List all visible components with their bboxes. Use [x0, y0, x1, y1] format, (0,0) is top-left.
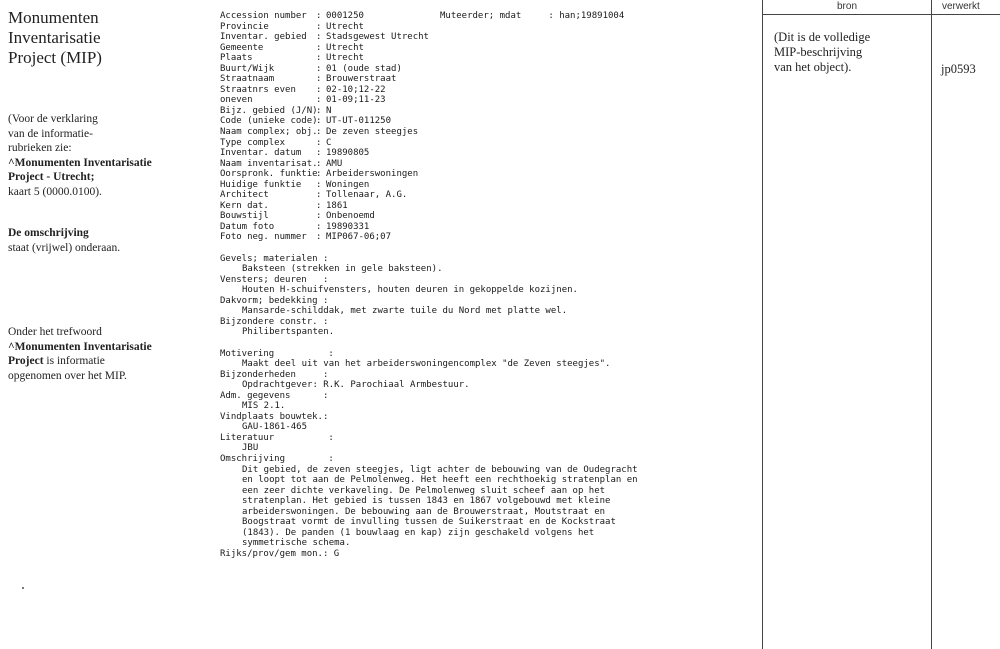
field-key: Inventar. datum — [220, 148, 302, 159]
field-value: Utrecht — [326, 21, 364, 32]
section-heading: Vensters; deuren : — [220, 274, 329, 285]
verwerkt-code: jp0593 — [941, 62, 976, 76]
field-value: C — [326, 137, 332, 148]
field-key: Type complex — [220, 137, 286, 148]
section-text: Maakt deel uit van het arbeiderswoningencomplex "de Zeven steegjes". — [242, 359, 611, 370]
field-key: Straatnaam — [220, 74, 275, 85]
section-text: Baksteen (strekken in gele baksteen). — [242, 264, 443, 275]
section-heading: Literatuur : — [220, 432, 334, 443]
record-fields — [220, 11, 760, 243]
section-text: MIS 2.1. — [242, 401, 286, 412]
field-key: Huidige funktie — [220, 179, 302, 190]
field-row: Code (unieke code): UT-UT-011250 — [220, 116, 392, 127]
note3-link-1[interactable]: ^Monumenten Inventarisatie — [8, 340, 152, 353]
note1-tail: kaart 5 (0000.0100). — [8, 185, 102, 198]
field-key: Datum foto — [220, 221, 275, 232]
note3-link-2[interactable]: Project — [8, 355, 44, 367]
note1-link-line-1[interactable]: ^Monumenten Inventarisatie — [8, 156, 152, 169]
section-heading: Motivering : — [220, 348, 334, 359]
section-heading: Adm. gegevens : — [220, 390, 329, 401]
field-row: Bijz. gebied (J/N): N — [220, 105, 332, 116]
field-row: Bouwstijl : Onbenoemd — [220, 211, 375, 222]
note1-link-line-2[interactable]: Project - Utrecht; — [8, 171, 95, 183]
section-text: Houten H-schuifvensters, houten deuren in gekoppelde kozijnen. — [242, 285, 578, 296]
note2-bold: De omschrijving — [8, 227, 89, 239]
bron-line-1: (Dit is de volledige — [774, 30, 871, 44]
muteerder-field: Muteerder; mdat : han;19891004 — [440, 11, 625, 21]
section-text: Philibertspanten. — [242, 327, 335, 338]
field-row: Kern dat. : 1861 — [220, 200, 348, 211]
field-value: 01-09;11-23 — [326, 95, 386, 106]
field-key: Buurt/Wijk — [220, 63, 275, 74]
field-row: Inventar. datum : 19890805 — [220, 148, 370, 159]
field-row: oneven : 01-09;11-23 — [220, 95, 386, 106]
left-title-line-2: Inventarisatie — [8, 28, 101, 47]
section-text: Opdrachtgever: R.K. Parochiaal Armbestuur. — [242, 380, 470, 391]
field-value: Arbeiderswoningen — [326, 169, 419, 180]
field-value: 02-10;12-22 — [326, 84, 386, 95]
field-row: Straatnrs even : 02-10;12-22 — [220, 84, 386, 95]
section-text: Dit gebied, de zeven steegjes, ligt achter de bebouwing van de Oudegracht en loopt tot aan de Pelmolenweg. Het heeft een rechthoekig stratenplan en een zeer dichte verkaveling. De Pelmolenweg sluit scheef aan op het stratenplan. Het gebied is tussen 1843 en 1867 volgebouwd met kleine arbeiderswoningen. De bebouwing aan de Brouwerstraat, Moutstraat en Boogstraat vormt de invulling tussen de Suikerstraat en de Kockstraat (1843). De panden (1 bouwlaag en kap) zijn geschakeld volgens het symmetrische schema. — [242, 464, 638, 549]
field-value: UT-UT-011250 — [326, 116, 392, 127]
left-column — [8, 8, 178, 68]
field-value: De zeven steegjes — [326, 127, 419, 138]
field-value: Tollenaar, A.G. — [326, 190, 408, 201]
note1-line-3: rubrieken zie: — [8, 142, 72, 154]
field-row: Accession number : 0001250 — [220, 11, 364, 21]
right-header — [763, 0, 1000, 15]
section-text: JBU — [242, 443, 259, 454]
section-heading: Bijzondere constr. : — [220, 316, 329, 327]
field-row: Provincie : Utrecht — [220, 21, 364, 32]
field-row: Datum foto : 19890331 — [220, 221, 370, 232]
record-footer: Rijks/prov/gem mon.: G — [220, 548, 340, 559]
note-omschrijving — [8, 226, 178, 255]
field-key: Straatnrs even — [220, 84, 296, 95]
field-key: Bouwstijl — [220, 211, 269, 222]
field-value: Utrecht — [326, 42, 364, 53]
field-row: Architect : Tollenaar, A.G. — [220, 190, 408, 201]
field-value: Brouwerstraat — [326, 74, 397, 85]
field-row: Naam inventarisat.: AMU — [220, 158, 343, 169]
note1-line-2: van de informatie- — [8, 127, 93, 140]
field-value: 19890331 — [326, 221, 370, 232]
field-key: Inventar. gebied — [220, 32, 307, 43]
bron-text — [774, 30, 924, 75]
section-heading: Vindplaats bouwtek.: — [220, 411, 329, 422]
field-key: oneven — [220, 95, 253, 106]
field-key: Foto neg. nummer — [220, 232, 307, 243]
section-heading: Bijzonderheden : — [220, 369, 329, 380]
field-key: Bijz. gebied (J/N) — [220, 105, 318, 116]
field-value: 1861 — [326, 200, 348, 211]
field-key: Gemeente — [220, 42, 264, 53]
field-key: Code (unieke code) — [220, 116, 318, 127]
field-value: 01 (oude stad) — [326, 63, 402, 74]
section-text: GAU-1861-465 — [242, 422, 308, 433]
field-value: 0001250 — [326, 11, 364, 21]
muteerder-value: han;19891004 — [559, 11, 625, 21]
column-divider — [931, 0, 932, 649]
field-key: Architect — [220, 190, 269, 201]
muteerder-label: Muteerder; mdat — [440, 11, 522, 21]
field-value: AMU — [326, 158, 343, 169]
note3-line-1: Onder het trefwoord — [8, 326, 102, 338]
section-heading: Gevels; materialen : — [220, 253, 329, 264]
field-row: Inventar. gebied : Stadsgewest Utrecht — [220, 32, 429, 43]
field-key: Naam inventarisat. — [220, 158, 318, 169]
note-verklaring — [8, 112, 178, 199]
bron-line-3: van het object). — [774, 60, 852, 74]
field-key: Kern dat. — [220, 200, 269, 211]
field-row: Naam complex; obj.: De zeven steegjes — [220, 127, 419, 138]
field-key: Plaats — [220, 53, 253, 64]
bron-line-2: MIP-beschrijving — [774, 45, 863, 59]
section-heading: Omschrijving : — [220, 453, 334, 464]
scan-speck — [22, 587, 24, 589]
section-text: Mansarde-schilddak, met zwarte tuile du Nord met platte wel. — [242, 306, 568, 317]
note-trefwoord — [8, 325, 178, 383]
field-row: Foto neg. nummer : MIP067-06;07 — [220, 232, 392, 243]
right-columns — [762, 0, 1000, 649]
field-row: Plaats : Utrecht — [220, 53, 364, 64]
field-key: Accession number — [220, 11, 307, 21]
field-row: Huidige funktie : Woningen — [220, 179, 370, 190]
mip-record — [220, 11, 760, 559]
field-row: Gemeente : Utrecht — [220, 42, 364, 53]
field-value: Utrecht — [326, 53, 364, 64]
bron-header: bron — [837, 1, 858, 12]
field-value: Stadsgewest Utrecht — [326, 32, 429, 43]
note3-line-4: opgenomen over het MIP. — [8, 369, 127, 382]
note1-line-1: (Voor de verklaring — [8, 113, 98, 125]
field-row: Buurt/Wijk : 01 (oude stad) — [220, 63, 402, 74]
field-row: Type complex : C — [220, 137, 332, 148]
note3-line-3-tail: is informatie — [43, 355, 105, 367]
field-value: Woningen — [326, 179, 370, 190]
field-key: Oorspronk. funktie — [220, 169, 318, 180]
field-row: Straatnaam : Brouwerstraat — [220, 74, 397, 85]
record-sections-building — [220, 254, 760, 338]
field-value: 19890805 — [326, 148, 370, 159]
field-row: Oorspronk. funktie: Arbeiderswoningen — [220, 169, 419, 180]
section-heading: Dakvorm; bedekking : — [220, 295, 329, 306]
field-value: MIP067-06;07 — [326, 232, 392, 243]
field-value: N — [326, 105, 332, 116]
field-value: Onbenoemd — [326, 211, 375, 222]
record-sections-info — [220, 349, 760, 549]
verwerkt-header: verwerkt — [942, 1, 980, 12]
left-title-line-3: Project (MIP) — [8, 48, 102, 67]
field-key: Provincie — [220, 21, 269, 32]
left-title-line-1: Monumenten — [8, 8, 99, 27]
field-key: Naam complex; obj. — [220, 127, 318, 138]
note2-tail: staat (vrijwel) onderaan. — [8, 241, 121, 254]
